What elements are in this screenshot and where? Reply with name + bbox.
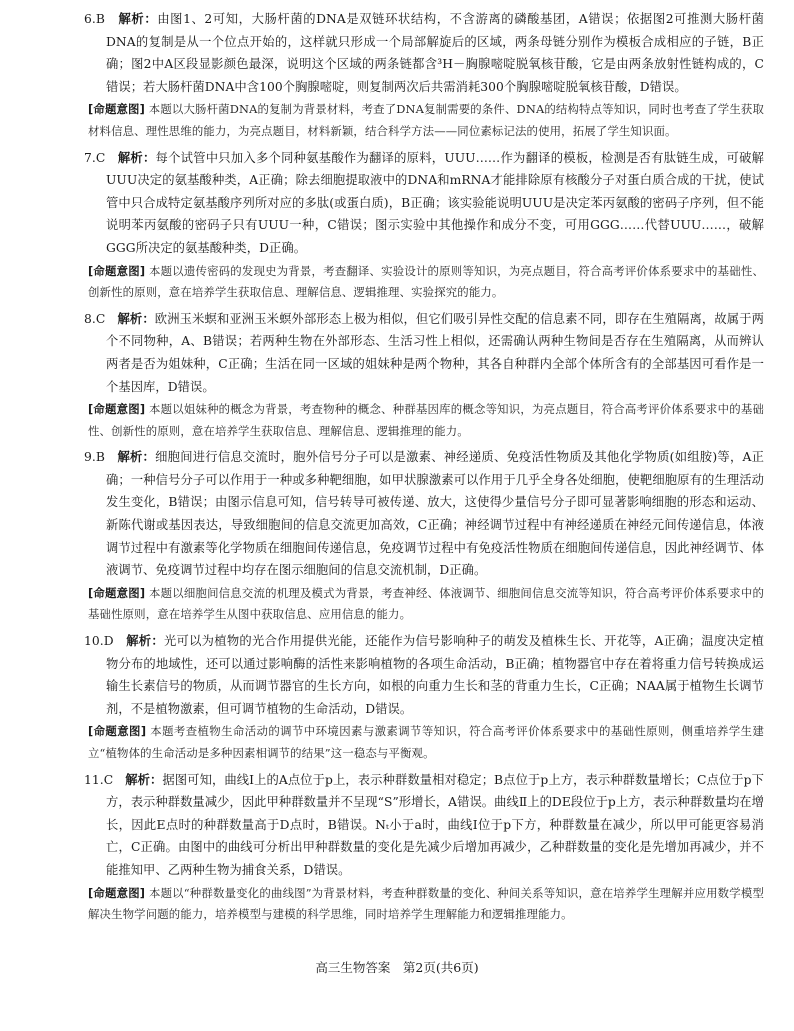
analysis-text: 欧洲玉米螟和亚洲玉米螟外部形态上极为相似，但它们吸引异性交配的信息素不同，即存在生殖隔离，故属于两个不同物种，A、B错误；若两种生物在外部形态、生活习性上相似，还需确认两种生物间是否存在生殖隔离，从而辨认两者是否为姐妹种，C正确；生活在同一区域的姐妹种是两个物种，其各自种群内全部个体所含有的全部基因可看作是一个基因库，D错误。 (106, 311, 764, 394)
analysis-text: 光可以为植物的光合作用提供光能，还能作为信号影响种子的萌发及植株生长、开花等，A正确；温度决定植物分布的地域性，还可以通过影响酶的活性来影响植物的各项生命活动，B正确；植物器官中存在着将重力信号转换成运输生长素信号的物质，从而调节器官的生长方向，如根的向重力生长和茎的背重力生长，C正确；NAA属于植物生长调节剂，不是植物激素，但可调节植物的生命活动，D错误。 (106, 634, 764, 716)
answer-letter: C (103, 772, 114, 787)
intent-label: [命题意图] (88, 402, 146, 417)
question-explanation (84, 769, 764, 882)
analysis-label: 解析： (125, 772, 163, 787)
analysis-text: 由图1、2可知，大肠杆菌的DNA是双链环状结构，不含游离的磷酸基团，A错误；依据图2可推测大肠杆菌DNA的复制是从一个位点开始的，这样就只形成一个局部解旋后的区域，两条母链分别作为模板合成相应的子链，B正确；图2中A区段显影颜色最深，说明这个区域的两条链都含³H－胸腺嘧啶脱氧核苷酸，它是由两条放射性链构成的，C错误；若大肠杆菌DNA中含100个胸腺嘧啶，则复制两次后共需消耗300个胸腺嘧啶脱氧核苷酸，D错误。 (106, 12, 764, 94)
question-explanation (84, 8, 764, 98)
intent-label: [命题意图] (88, 102, 145, 117)
intent-label: [命题意图] (88, 885, 146, 900)
answer-letter: C (95, 311, 106, 326)
analysis-label: 解析： (117, 311, 155, 326)
analysis-text: 每个试管中只加入多个同种氨基酸作为翻译的原料，UUU……作为翻译的模板，检测是否有肽链生成，可破解UUU决定的氨基酸种类，A正确；除去细胞提取液中的DNA和mRNA才能排除原有核酸分子对蛋白质合成的干扰，使试管中只合成特定氨基酸序列所对应的多肽(或蛋白质)，B正确；该实验能说明UUU是决定苯丙氨酸的密码子序列，但不能说明苯丙氨酸的密码子只有UUU一种，C错误；图示实验中其他操作和成分不变，可用GGG……代替UUU……，破解GGG所决定的氨基酸种类，D正确。 (106, 150, 764, 255)
design-intent (84, 99, 764, 142)
question-explanation (84, 630, 764, 720)
answer-item-9 (84, 446, 764, 626)
analysis-text: 据图可知，曲线Ⅰ上的A点位于p上，表示种群数量相对稳定；B点位于p上方，表示种群数量增长；C点位于p下方，表示种群数量减少，因此甲种群数量并不呈现“S”形增长，A错误。曲线Ⅱ上的DE段位于p上方，表示种群数量均在增长，因此E点时的种群数量高于D点时，B错误。Nₜ小于a时，曲线Ⅰ位于p下方，种群数量在减少，所以甲可能更容易消亡，C正确。由图中的曲线可分析出甲种群数量的变化是先减少后增加再减少，乙种群数量的变化是先增加再减少，并不能推知甲、乙两种生物为捕食关系，D错误。 (106, 772, 764, 877)
question-number: 8. (84, 311, 96, 326)
analysis-label: 解析： (117, 150, 156, 165)
intent-label: [命题意图] (88, 724, 147, 739)
question-number: 10. (84, 634, 104, 649)
intent-text: 本题以遗传密码的发现史为背景，考查翻译、实验设计的原则等知识，为亮点题目，符合高考评价体系要求中的基础性、创新性的原则，意在培养学生获取信息、理解信息、逻辑推理、实验探究的能力。 (88, 263, 765, 300)
intent-text: 本题以细胞间信息交流的机理及模式为背景，考查神经、体液调节、细胞间信息交流等知识，符合高考评价体系要求中的基础性原则，意在培养学生从图中获取信息、应用信息的能力。 (88, 585, 765, 622)
question-number: 11. (84, 772, 104, 787)
answer-letter: C (95, 150, 106, 165)
analysis-label: 解析： (117, 450, 156, 465)
question-explanation (84, 147, 764, 260)
analysis-label: 解析： (118, 12, 158, 26)
analysis-text: 细胞间进行信息交流时，胞外信号分子可以是激素、神经递质、免疫活性物质及其他化学物质(如组胺)等，A正确；一种信号分子可以作用于一种或多种靶细胞，如甲状腺激素可以作用于几乎全身各处细胞，使靶细胞原有的生理活动发生变化，B错误；由图示信息可知，信号转导可被传递、放大，这使得少量信号分子即可显著影响细胞的形态和运动、新陈代谢或基因表达，导致细胞间的信息交流更加高效，C正确；神经调节过程中有神经递质在神经元间传递信息，体液调节过程中有激素等化学物质在细胞间传递信息，免疫调节过程中有免疫活性物质在细胞间传递信息，因此神经调节、体液调节、免疫调节过程中均存在图示细胞间的信息交流机制，D正确。 (106, 450, 764, 578)
design-intent (84, 883, 764, 926)
design-intent (84, 399, 764, 442)
answer-letter: D (103, 634, 114, 649)
intent-text: 本题考查植物生命活动的调节中环境因素与激素调节等知识，符合高考评价体系要求中的基础性原则，侧重培养学生建立“植物体的生命活动是多种因素相调节的结果”这一稳态与平衡观。 (88, 724, 764, 760)
intent-text: 本题以“种群数量变化的曲线图”为背景材料，考查种群数量的变化、种间关系等知识，意在培养学生理解并应用数学模型解决生物学问题的能力，培养模型与建模的科学思维，同时培养学生理解能力和逻辑推理能力。 (88, 885, 764, 922)
question-number: 9. (84, 450, 96, 465)
answer-letter: B (95, 12, 105, 26)
page-footer: 高三生物答案 第2页(共6页) (315, 960, 479, 975)
analysis-label: 解析： (126, 634, 164, 649)
question-explanation (84, 446, 764, 582)
question-number: 7. (84, 150, 96, 165)
intent-text: 本题以大肠杆菌DNA的复制为背景材料，考查了DNA复制需要的条件、DNA的结构特点等知识，同时也考查了学生获取材料信息、理性思维的能力，为亮点题目，材料新颖，结合科学方法——同位素标记法的使用，拓展了学生知识面。 (88, 102, 764, 138)
design-intent (84, 583, 764, 626)
intent-text: 本题以姐妹种的概念为背景，考查物种的概念、种群基因库的概念等知识，为亮点题目，符合高考评价体系要求中的基础性、创新性的原则，意在培养学生获取信息、理解信息、逻辑推理的能力。 (88, 402, 765, 438)
intent-label: [命题意图] (88, 263, 146, 278)
question-explanation (84, 308, 764, 398)
answer-letter: B (95, 450, 105, 465)
design-intent (84, 261, 764, 304)
question-number: 6. (84, 12, 96, 26)
answer-item-6 (84, 8, 764, 143)
intent-label: [命题意图] (88, 585, 146, 600)
answer-item-7 (84, 147, 764, 304)
answer-item-10 (84, 630, 764, 765)
design-intent (84, 721, 764, 764)
answer-item-8 (84, 308, 764, 443)
answer-item-11 (84, 769, 764, 926)
